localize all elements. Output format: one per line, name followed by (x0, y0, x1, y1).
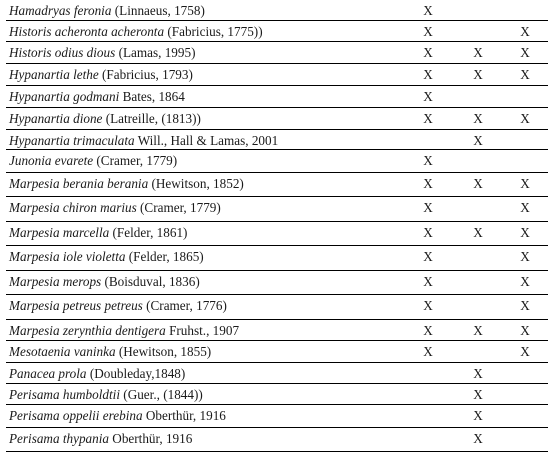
genus-species: Marpesia chiron marius (9, 200, 137, 215)
author-citation: Will., Hall & Lamas, 2001 (134, 133, 279, 148)
author-citation: (Cramer, 1779) (93, 153, 178, 168)
presence-mark-col-3: X (520, 45, 530, 60)
table-row (6, 222, 548, 246)
presence-mark-col-3: X (520, 344, 530, 359)
author-citation: (Boisduval, 1836) (101, 274, 200, 289)
author-citation: (Hewitson, 1852) (148, 176, 244, 191)
presence-mark-col-1: X (423, 274, 433, 289)
genus-species: Marpesia merops (9, 274, 102, 289)
presence-mark-col-1: X (423, 298, 433, 313)
presence-mark-col-2: X (473, 431, 483, 446)
presence-mark-col-3: X (520, 323, 530, 338)
table-row (6, 86, 548, 108)
presence-mark-col-3: X (520, 67, 530, 82)
presence-mark-col-1: X (423, 67, 433, 82)
author-citation: (Latreille, (1813)) (102, 111, 201, 126)
table-row (6, 271, 548, 295)
presence-mark-col-3: X (520, 24, 530, 39)
author-citation: (Doubleday,1848) (86, 366, 186, 381)
genus-species: Marpesia iole violetta (9, 249, 126, 264)
species-name (9, 111, 201, 127)
species-name (9, 176, 244, 192)
author-citation: Oberthür, 1916 (109, 431, 193, 446)
genus-species: Hypanartia lethe (9, 67, 99, 82)
presence-mark-col-1: X (423, 89, 433, 104)
presence-mark-col-1: X (423, 24, 433, 39)
species-name (9, 3, 205, 19)
presence-mark-col-1: X (423, 344, 433, 359)
presence-mark-col-1: X (423, 111, 433, 126)
author-citation: (Lamas, 1995) (115, 45, 196, 60)
presence-mark-col-2: X (473, 323, 483, 338)
presence-mark-col-1: X (423, 45, 433, 60)
author-citation: (Hewitson, 1855) (115, 344, 212, 359)
presence-mark-col-2: X (473, 408, 483, 423)
author-citation: (Linnaeus, 1758) (111, 3, 205, 18)
table-row (6, 0, 548, 21)
species-name (9, 67, 193, 83)
table-row (6, 428, 548, 452)
presence-mark-col-1: X (423, 225, 433, 240)
table-row (6, 320, 548, 341)
presence-mark-col-3: X (520, 111, 530, 126)
table-row (6, 363, 548, 384)
presence-mark-col-2: X (473, 67, 483, 82)
author-citation: (Fabricius, 1775)) (164, 24, 263, 39)
table-row (6, 197, 548, 222)
species-name (9, 408, 226, 424)
table-row (6, 246, 548, 271)
table-row (6, 64, 548, 86)
author-citation: (Guer., (1844)) (120, 387, 203, 402)
presence-mark-col-1: X (423, 3, 433, 18)
table-row (6, 42, 548, 64)
species-name (9, 200, 221, 216)
presence-mark-col-3: X (520, 200, 530, 215)
author-citation: Fruhst., 1907 (165, 323, 240, 338)
species-name (9, 344, 211, 360)
species-name (9, 323, 239, 339)
genus-species: Historis odius dious (9, 45, 116, 60)
presence-mark-col-3: X (520, 274, 530, 289)
presence-mark-col-2: X (473, 387, 483, 402)
species-name (9, 387, 203, 403)
presence-mark-col-2: X (473, 45, 483, 60)
presence-mark-col-2: X (473, 366, 483, 381)
genus-species: Panacea prola (9, 366, 87, 381)
genus-species: Hypanartia trimaculata (9, 133, 135, 148)
table-row (6, 173, 548, 197)
author-citation: (Felder, 1861) (109, 225, 188, 240)
genus-species: Hypanartia dione (9, 111, 103, 126)
species-name (9, 225, 187, 241)
table-row (6, 384, 548, 405)
species-name (9, 274, 200, 290)
presence-mark-col-1: X (423, 249, 433, 264)
species-name (9, 298, 227, 314)
table-row (6, 295, 548, 320)
genus-species: Marpesia marcella (9, 225, 110, 240)
presence-mark-col-3: X (520, 298, 530, 313)
presence-mark-col-3: X (520, 249, 530, 264)
presence-mark-col-2: X (473, 225, 483, 240)
presence-mark-col-2: X (473, 176, 483, 191)
presence-mark-col-1: X (423, 200, 433, 215)
author-citation: (Felder, 1865) (125, 249, 204, 264)
species-name (9, 133, 278, 149)
presence-mark-col-3: X (520, 225, 530, 240)
genus-species: Marpesia berania berania (9, 176, 149, 191)
species-name (9, 366, 185, 382)
author-citation: Oberthür, 1916 (142, 408, 226, 423)
table-row (6, 108, 548, 130)
species-name (9, 249, 204, 265)
genus-species: Perisama thypania (9, 431, 109, 446)
genus-species: Hypanartia godmani (9, 89, 120, 104)
presence-mark-col-1: X (423, 176, 433, 191)
presence-mark-col-3: X (520, 176, 530, 191)
table-row (6, 130, 548, 150)
genus-species: Mesotaenia vaninka (9, 344, 116, 359)
author-citation: Bates, 1864 (119, 89, 185, 104)
genus-species: Perisama humboldtii (9, 387, 120, 402)
genus-species: Junonia evarete (9, 153, 94, 168)
presence-mark-col-1: X (423, 323, 433, 338)
genus-species: Marpesia zerynthia dentigera (9, 323, 166, 338)
species-name (9, 431, 192, 447)
author-citation: (Cramer, 1776) (142, 298, 227, 313)
author-citation: (Cramer, 1779) (136, 200, 221, 215)
genus-species: Perisama oppelii erebina (9, 408, 143, 423)
species-name (9, 153, 177, 169)
presence-mark-col-1: X (423, 153, 433, 168)
species-name (9, 89, 185, 105)
species-name (9, 45, 195, 61)
author-citation: (Fabricius, 1793) (98, 67, 193, 82)
genus-species: Historis acheronta acheronta (9, 24, 165, 39)
table-row (6, 341, 548, 363)
table-row (6, 405, 548, 428)
presence-mark-col-2: X (473, 133, 483, 148)
species-name (9, 24, 263, 40)
genus-species: Hamadryas feronia (9, 3, 112, 18)
presence-mark-col-2: X (473, 111, 483, 126)
table-row (6, 21, 548, 42)
table-row (6, 150, 548, 173)
genus-species: Marpesia petreus petreus (9, 298, 143, 313)
